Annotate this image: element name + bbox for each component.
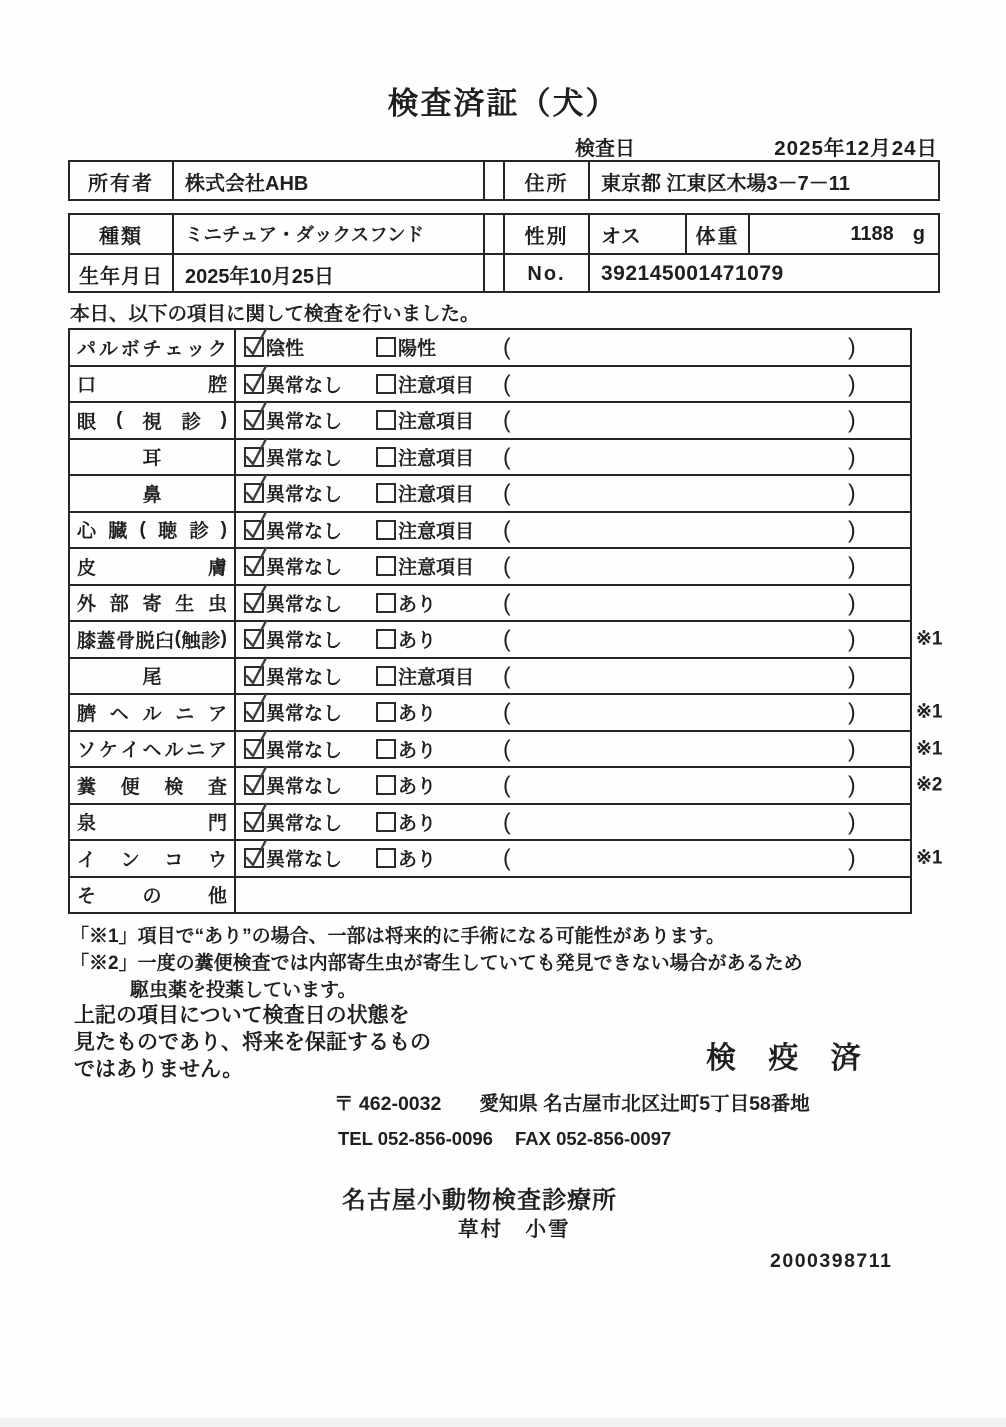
checklist-row-content [236,878,910,913]
option2-label: 注意項目 [398,411,475,433]
option1-label: 異常なし [266,813,343,835]
row-note: ※2 [916,774,943,796]
option1-label: 異常なし [266,557,343,579]
disclaimer [74,1002,431,1083]
checklist-item-label: 口 腔 [70,367,236,402]
checkbox-option1 [244,447,264,467]
footnote-2-cont: 駆虫薬を投薬しています。 [130,980,357,1001]
option1-label: 異常なし [266,484,343,506]
checkbox-option2 [376,447,396,467]
checkbox-option1 [244,483,264,503]
owner-label: 所有者 [70,162,174,201]
checkbox-option2 [376,739,396,759]
checklist-item-label: イ ン コ ウ [70,841,236,876]
close-paren: ) [848,771,856,798]
breed-label: 種類 [70,215,174,253]
checklist-row-content [236,695,943,730]
owner-value: 株式会社AHB [174,162,485,201]
pet-info-table [68,213,940,293]
option2-label: あり [398,849,437,871]
checklist-row [70,330,910,365]
checkbox-option1 [244,556,264,576]
close-paren: ) [848,370,856,397]
checklist-item-label: 糞 便 検 査 [70,768,236,803]
close-paren: ) [848,406,856,433]
address-value: 東京都 江東区木場3－7－11 [601,173,850,195]
page-title: 検査済証（犬） [387,86,619,121]
inspection-date-label: 検査日 [575,138,635,160]
checklist-item-label: 耳 [70,440,236,475]
owner-table [68,160,940,201]
close-paren: ) [848,808,856,835]
option1-label: 異常なし [266,521,343,543]
postal-code: 〒 462-0032 [334,1093,442,1115]
checklist-item-label: ソ ケ イ ヘ ル ニ ア [70,732,236,767]
option1-label: 異常なし [266,776,343,798]
sex-label: 性別 [505,215,590,253]
disclaimer-line3: ではありません。 [74,1058,244,1081]
checklist-row [70,365,910,402]
checkbox-option2 [376,410,396,430]
serial-number: 2000398711 [770,1250,893,1272]
option1-label: 異常なし [266,594,343,616]
close-paren: ) [848,698,856,725]
option2-label: あり [398,630,437,652]
row-note: ※1 [916,738,943,760]
disclaimer-line2: 見たものであり、将来を保証するもの [74,1031,431,1054]
checklist-row-content [236,367,910,402]
weight-number: 1188 [850,222,894,245]
checklist-row-content [236,768,943,803]
option1-label: 異常なし [266,375,343,397]
checklist-item-label: そ の 他 [70,878,236,913]
open-paren: ( [503,516,511,543]
checkbox-option2 [376,775,396,795]
checklist-row-content [236,549,910,584]
scan-edge-artifact [0,1418,1006,1427]
checkbox-option2 [376,593,396,613]
inspection-date-value: 2025年12月24日 [774,137,938,160]
option2-label: 注意項目 [398,484,475,506]
checklist-item-label: 鼻 [70,476,236,511]
checklist-row-content [236,476,910,511]
checkbox-option2 [376,666,396,686]
option2-label: 注意項目 [398,667,475,689]
close-paren: ) [848,735,856,762]
close-paren: ) [848,625,856,652]
close-paren: ) [848,333,856,360]
checkbox-option2 [376,702,396,722]
option1-label: 異常なし [266,630,343,652]
checkbox-option1 [244,775,264,795]
checkbox-option1 [244,702,264,722]
open-paren: ( [503,735,511,762]
checkbox-option1 [244,337,264,357]
checklist-row [70,693,943,730]
weight-label: 体重 [687,215,750,253]
checklist-item-label: 尾 [70,659,236,694]
no-value: 392145001471079 [601,262,784,285]
checkbox-option2 [376,337,396,357]
open-paren: ( [503,808,511,835]
checklist-row [70,547,910,584]
spacer-cell [485,162,505,201]
checklist-row-content [236,513,910,548]
checklist-row [70,474,910,511]
close-paren: ) [848,662,856,689]
checkbox-option2 [376,483,396,503]
checkbox-option2 [376,556,396,576]
option1-label: 異常なし [266,448,343,470]
open-paren: ( [503,370,511,397]
checkbox-option1 [244,666,264,686]
checklist-item-label: 泉 門 [70,805,236,840]
option2-label: あり [398,594,437,616]
close-paren: ) [848,479,856,506]
checkbox-option1 [244,812,264,832]
open-paren: ( [503,771,511,798]
checklist-item-label: 膝 蓋 骨 脱 臼 ( 触 診 ) [70,622,236,657]
checkbox-option2 [376,374,396,394]
vet-name: 草村 小雪 [458,1218,571,1241]
clinic-postal-line [334,1088,810,1116]
checklist-row [70,839,943,876]
clinic-tel: TEL 052-856-0096 [338,1128,493,1149]
checklist-row [70,511,910,548]
checkbox-option1 [244,848,264,868]
close-paren: ) [848,443,856,470]
open-paren: ( [503,698,511,725]
checklist-row [70,438,910,475]
checklist-row-content [236,622,943,657]
checklist-item-label: 心 臓 ( 聴 診 ) [70,513,236,548]
checklist-row-content [236,586,910,621]
checkbox-option1 [244,739,264,759]
option2-label: 陽性 [398,338,437,360]
checklist-row-content [236,403,910,438]
checklist-item-label: 皮 膚 [70,549,236,584]
open-paren: ( [503,406,511,433]
option1-label: 異常なし [266,849,343,871]
checklist-row [70,803,910,840]
birth-row [70,253,938,293]
open-paren: ( [503,479,511,506]
checklist-row-content [236,440,910,475]
checkbox-option1 [244,629,264,649]
checklist-row-content [236,330,910,365]
checklist-row-content [236,659,910,694]
checkbox-option2 [376,812,396,832]
row-note: ※1 [916,847,943,869]
sex-value: オス [590,215,687,253]
checklist-row [70,401,910,438]
open-paren: ( [503,443,511,470]
breed-value: ミニチュア・ダックスフンド [174,215,485,253]
checkbox-option1 [244,410,264,430]
birth-date-label: 生年月日 [70,255,174,293]
footnote-2: 「※2」一度の糞便検査では内部寄生虫が寄生していても発見できない場合があるため [70,953,803,974]
option1-label: 異常なし [266,703,343,725]
checkbox-option2 [376,520,396,540]
checklist-row-content [236,841,943,876]
open-paren: ( [503,844,511,871]
checklist-row-content [236,732,943,767]
weight-unit: g [912,222,925,245]
checklist-row [70,876,910,913]
weight-value [750,215,938,253]
option2-label: あり [398,776,437,798]
option1-label: 異常なし [266,740,343,762]
option1-label: 異常なし [266,411,343,433]
breed-row [70,215,938,253]
spacer-cell [485,255,505,293]
checkbox-option1 [244,520,264,540]
checkbox-option2 [376,629,396,649]
open-paren: ( [503,589,511,616]
row-note: ※1 [916,701,943,723]
option2-label: 注意項目 [398,521,475,543]
clinic-tel-line [338,1128,671,1150]
disclaimer-line1: 上記の項目について検査日の状態を [74,1004,410,1027]
checklist-row-content [236,805,910,840]
checklist-item-label: 外 部 寄 生 虫 [70,586,236,621]
checklist-row [70,766,943,803]
checklist-table [68,328,943,914]
checklist-row [70,657,910,694]
footnotes [70,923,803,1004]
checklist-item-label: 眼 ( 視 診 ) [70,403,236,438]
row-note: ※1 [916,628,943,650]
checklist-row [70,620,943,657]
clinic-name: 名古屋小動物検査診療所 [342,1187,617,1214]
owner-row [70,162,938,201]
clinic-address: 愛知県 名古屋市北区辻町5丁目58番地 [479,1093,810,1115]
close-paren: ) [848,552,856,579]
option2-label: あり [398,740,437,762]
open-paren: ( [503,552,511,579]
address-label: 住所 [505,162,590,201]
checklist-item-label: 臍 ヘ ル ニ ア [70,695,236,730]
checklist-item-label: パ ル ボ チ ェ ッ ク [70,330,236,365]
option2-label: 注意項目 [398,375,475,397]
checkbox-option1 [244,593,264,613]
option2-label: あり [398,703,437,725]
birth-date-value: 2025年10月25日 [174,255,485,293]
checkbox-option1 [244,374,264,394]
quarantine-stamp: 検 疫 済 [706,1042,873,1075]
option1-label: 陰性 [266,338,305,360]
option2-label: 注意項目 [398,448,475,470]
footnote-1: 「※1」項目で“あり”の場合、一部は将来的に手術になる可能性があります。 [70,926,726,947]
option2-label: あり [398,813,437,835]
open-paren: ( [503,625,511,652]
checkbox-option2 [376,848,396,868]
clinic-fax: FAX 052-856-0097 [514,1128,672,1149]
open-paren: ( [503,662,511,689]
option2-label: 注意項目 [398,557,475,579]
checklist-row [70,584,910,621]
close-paren: ) [848,844,856,871]
close-paren: ) [848,516,856,543]
option1-label: 異常なし [266,667,343,689]
checklist-row [70,730,943,767]
spacer-cell [485,215,505,253]
open-paren: ( [503,333,511,360]
close-paren: ) [848,589,856,616]
intro-text: 本日、以下の項目に関して検査を行いました。 [70,303,480,325]
no-label: No. [505,255,590,293]
